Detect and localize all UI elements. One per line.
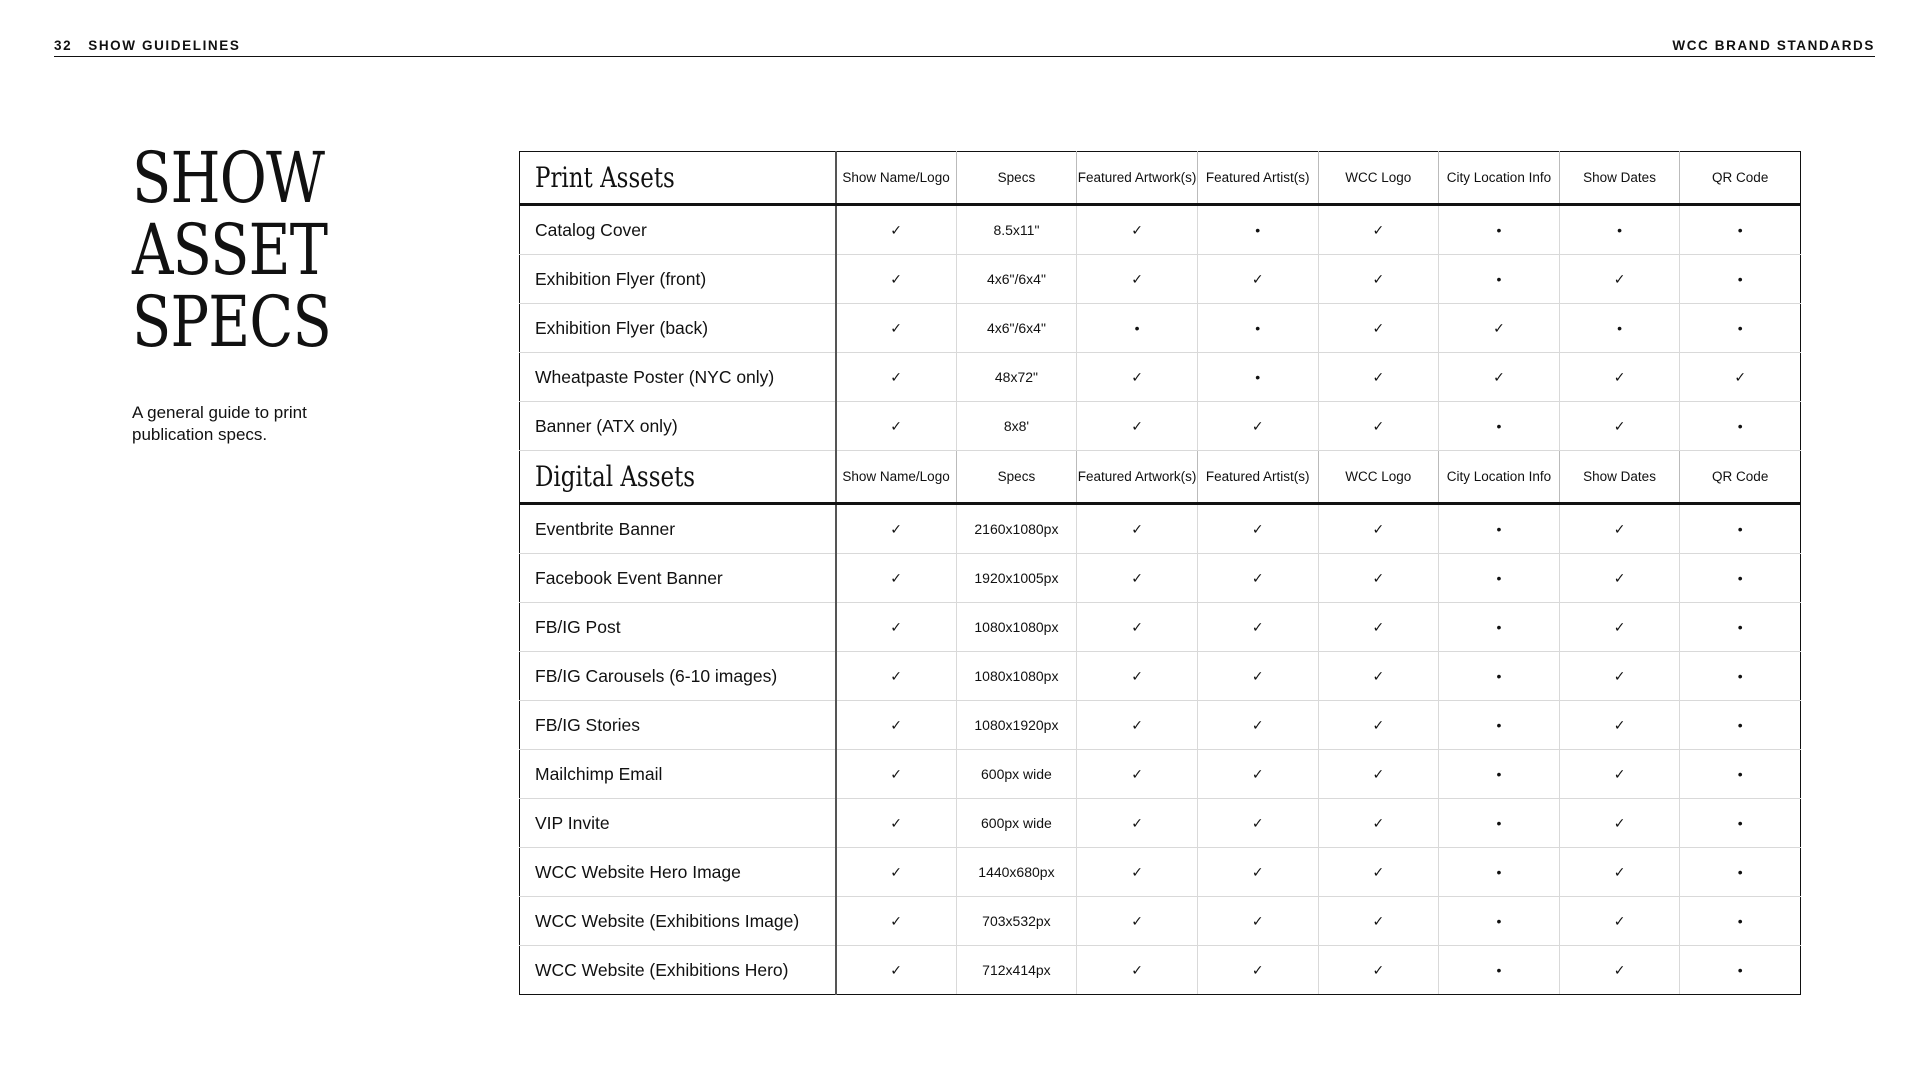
title-line: SHOW xyxy=(132,137,325,219)
spec-value: 1080x1920px xyxy=(956,701,1077,750)
check-mark: ✓ xyxy=(1077,946,1198,995)
check-mark: ✓ xyxy=(836,946,957,995)
check-mark: ✓ xyxy=(836,750,957,799)
check-mark: ✓ xyxy=(1197,554,1318,603)
bullet-mark: • xyxy=(1559,304,1680,353)
spec-value: 2160x1080px xyxy=(956,504,1077,554)
check-mark: ✓ xyxy=(1197,402,1318,451)
check-mark: ✓ xyxy=(1680,353,1801,402)
bullet-mark: • xyxy=(1197,353,1318,402)
check-mark: ✓ xyxy=(1077,353,1198,402)
check-mark: ✓ xyxy=(836,353,957,402)
section-title xyxy=(520,451,836,504)
bullet-mark: • xyxy=(1680,652,1801,701)
bullet-mark: • xyxy=(1439,799,1560,848)
check-mark: ✓ xyxy=(1318,603,1439,652)
bullet-mark: • xyxy=(1680,848,1801,897)
check-mark: ✓ xyxy=(1318,897,1439,946)
check-mark: ✓ xyxy=(1077,897,1198,946)
bullet-mark: • xyxy=(1439,554,1560,603)
check-mark: ✓ xyxy=(1077,603,1198,652)
check-mark: ✓ xyxy=(836,255,957,304)
bullet-mark: • xyxy=(1439,897,1560,946)
bullet-mark: • xyxy=(1077,304,1198,353)
table-row xyxy=(520,353,1801,402)
column-header-featured-artworks: Featured Artwork(s) xyxy=(1077,152,1198,205)
column-header-specs: Specs xyxy=(956,152,1077,205)
spec-value: 703x532px xyxy=(956,897,1077,946)
table-row xyxy=(520,848,1801,897)
check-mark: ✓ xyxy=(1197,848,1318,897)
spec-value: 1920x1005px xyxy=(956,554,1077,603)
header-left xyxy=(54,38,240,53)
check-mark: ✓ xyxy=(1439,304,1560,353)
column-header-wcc-logo: WCC Logo xyxy=(1318,152,1439,205)
check-mark: ✓ xyxy=(1318,652,1439,701)
bullet-mark: • xyxy=(1439,946,1560,995)
spec-value: 48x72" xyxy=(956,353,1077,402)
column-header-wcc-logo: WCC Logo xyxy=(1318,451,1439,504)
check-mark: ✓ xyxy=(1197,504,1318,554)
check-mark: ✓ xyxy=(1559,402,1680,451)
bullet-mark: • xyxy=(1680,402,1801,451)
check-mark: ✓ xyxy=(1197,603,1318,652)
column-header-city-location-info: City Location Info xyxy=(1439,451,1560,504)
check-mark: ✓ xyxy=(1197,652,1318,701)
check-mark: ✓ xyxy=(1559,353,1680,402)
bullet-mark: • xyxy=(1439,504,1560,554)
asset-name: Mailchimp Email xyxy=(520,750,836,799)
check-mark: ✓ xyxy=(1077,504,1198,554)
asset-name: Exhibition Flyer (back) xyxy=(520,304,836,353)
check-mark: ✓ xyxy=(1439,353,1560,402)
spec-value: 1080x1080px xyxy=(956,603,1077,652)
bullet-mark: • xyxy=(1439,701,1560,750)
column-header-qr-code: QR Code xyxy=(1680,451,1801,504)
bullet-mark: • xyxy=(1680,205,1801,255)
bullet-mark: • xyxy=(1439,750,1560,799)
check-mark: ✓ xyxy=(1559,701,1680,750)
bullet-mark: • xyxy=(1197,304,1318,353)
table-row xyxy=(520,255,1801,304)
check-mark: ✓ xyxy=(1318,848,1439,897)
bullet-mark: • xyxy=(1439,848,1560,897)
section-title-text: Digital Assets xyxy=(535,460,696,493)
asset-name: Banner (ATX only) xyxy=(520,402,836,451)
check-mark: ✓ xyxy=(1197,701,1318,750)
check-mark: ✓ xyxy=(1559,799,1680,848)
check-mark: ✓ xyxy=(1197,946,1318,995)
check-mark: ✓ xyxy=(836,304,957,353)
column-header-specs: Specs xyxy=(956,451,1077,504)
column-header-featured-artworks: Featured Artwork(s) xyxy=(1077,451,1198,504)
check-mark: ✓ xyxy=(1559,504,1680,554)
check-mark: ✓ xyxy=(1318,799,1439,848)
bullet-mark: • xyxy=(1439,603,1560,652)
check-mark: ✓ xyxy=(836,402,957,451)
bullet-mark: • xyxy=(1680,701,1801,750)
check-mark: ✓ xyxy=(1077,799,1198,848)
bullet-mark: • xyxy=(1197,205,1318,255)
asset-name: Eventbrite Banner xyxy=(520,504,836,554)
check-mark: ✓ xyxy=(1318,353,1439,402)
check-mark: ✓ xyxy=(1559,554,1680,603)
table-row xyxy=(520,603,1801,652)
asset-name: Catalog Cover xyxy=(520,205,836,255)
column-header-show-dates: Show Dates xyxy=(1559,152,1680,205)
check-mark: ✓ xyxy=(1318,402,1439,451)
column-header-show-name-logo: Show Name/Logo xyxy=(836,152,957,205)
table-row xyxy=(520,946,1801,995)
asset-name: WCC Website Hero Image xyxy=(520,848,836,897)
bullet-mark: • xyxy=(1680,504,1801,554)
check-mark: ✓ xyxy=(1077,205,1198,255)
bullet-mark: • xyxy=(1439,652,1560,701)
check-mark: ✓ xyxy=(1077,701,1198,750)
check-mark: ✓ xyxy=(1318,750,1439,799)
bullet-mark: • xyxy=(1680,750,1801,799)
bullet-mark: • xyxy=(1680,799,1801,848)
column-header-show-dates: Show Dates xyxy=(1559,451,1680,504)
check-mark: ✓ xyxy=(836,701,957,750)
spec-value: 600px wide xyxy=(956,799,1077,848)
check-mark: ✓ xyxy=(1318,255,1439,304)
asset-name: Facebook Event Banner xyxy=(520,554,836,603)
print-assets-header-row xyxy=(520,152,1801,205)
bullet-mark: • xyxy=(1680,304,1801,353)
table-row xyxy=(520,750,1801,799)
bullet-mark: • xyxy=(1680,603,1801,652)
check-mark: ✓ xyxy=(1559,652,1680,701)
check-mark: ✓ xyxy=(836,848,957,897)
check-mark: ✓ xyxy=(836,652,957,701)
table-row xyxy=(520,897,1801,946)
check-mark: ✓ xyxy=(836,504,957,554)
asset-specs-table xyxy=(519,151,1801,995)
bullet-mark: • xyxy=(1680,255,1801,304)
check-mark: ✓ xyxy=(1077,402,1198,451)
section-name: SHOW GUIDELINES xyxy=(88,38,241,53)
check-mark: ✓ xyxy=(1318,205,1439,255)
table-row xyxy=(520,799,1801,848)
check-mark: ✓ xyxy=(1559,848,1680,897)
bullet-mark: • xyxy=(1439,255,1560,304)
table-row xyxy=(520,652,1801,701)
spec-value: 600px wide xyxy=(956,750,1077,799)
spec-value: 1440x680px xyxy=(956,848,1077,897)
check-mark: ✓ xyxy=(836,799,957,848)
check-mark: ✓ xyxy=(1077,255,1198,304)
asset-name: WCC Website (Exhibitions Image) xyxy=(520,897,836,946)
check-mark: ✓ xyxy=(836,554,957,603)
page-header xyxy=(54,38,1875,57)
table-row xyxy=(520,205,1801,255)
check-mark: ✓ xyxy=(1318,304,1439,353)
check-mark: ✓ xyxy=(1077,652,1198,701)
check-mark: ✓ xyxy=(1197,897,1318,946)
asset-name: FB/IG Stories xyxy=(520,701,836,750)
asset-name: FB/IG Carousels (6-10 images) xyxy=(520,652,836,701)
table-row xyxy=(520,701,1801,750)
spec-value: 1080x1080px xyxy=(956,652,1077,701)
check-mark: ✓ xyxy=(1197,750,1318,799)
bullet-mark: • xyxy=(1439,402,1560,451)
spec-value: 8.5x11" xyxy=(956,205,1077,255)
page-subtitle: A general guide to print publication specs. xyxy=(132,403,307,444)
bullet-mark: • xyxy=(1680,946,1801,995)
check-mark: ✓ xyxy=(1559,750,1680,799)
bullet-mark: • xyxy=(1680,554,1801,603)
page-title xyxy=(132,137,331,363)
page-number: 32 xyxy=(54,38,73,53)
spec-value: 4x6"/6x4" xyxy=(956,255,1077,304)
check-mark: ✓ xyxy=(1077,750,1198,799)
check-mark: ✓ xyxy=(1559,897,1680,946)
title-line: SPECS xyxy=(132,281,331,363)
check-mark: ✓ xyxy=(1318,554,1439,603)
table-row xyxy=(520,554,1801,603)
spec-value: 4x6"/6x4" xyxy=(956,304,1077,353)
check-mark: ✓ xyxy=(1559,255,1680,304)
table-row xyxy=(520,304,1801,353)
section-title xyxy=(520,152,836,205)
check-mark: ✓ xyxy=(1559,603,1680,652)
section-title-text: Print Assets xyxy=(535,161,675,194)
check-mark: ✓ xyxy=(1077,848,1198,897)
asset-name: VIP Invite xyxy=(520,799,836,848)
check-mark: ✓ xyxy=(1318,504,1439,554)
check-mark: ✓ xyxy=(836,205,957,255)
bullet-mark: • xyxy=(1439,205,1560,255)
check-mark: ✓ xyxy=(1197,255,1318,304)
column-header-featured-artists: Featured Artist(s) xyxy=(1197,152,1318,205)
check-mark: ✓ xyxy=(836,603,957,652)
check-mark: ✓ xyxy=(1318,946,1439,995)
column-header-show-name-logo: Show Name/Logo xyxy=(836,451,957,504)
column-header-featured-artists: Featured Artist(s) xyxy=(1197,451,1318,504)
bullet-mark: • xyxy=(1559,205,1680,255)
check-mark: ✓ xyxy=(1318,701,1439,750)
title-line: ASSET xyxy=(132,209,328,291)
digital-assets-header-row xyxy=(520,451,1801,504)
check-mark: ✓ xyxy=(1077,554,1198,603)
spec-value: 8x8' xyxy=(956,402,1077,451)
document-title: WCC BRAND STANDARDS xyxy=(1672,38,1875,53)
table-row xyxy=(520,402,1801,451)
spec-value: 712x414px xyxy=(956,946,1077,995)
asset-name: FB/IG Post xyxy=(520,603,836,652)
check-mark: ✓ xyxy=(1197,799,1318,848)
column-header-city-location-info: City Location Info xyxy=(1439,152,1560,205)
asset-name: Exhibition Flyer (front) xyxy=(520,255,836,304)
check-mark: ✓ xyxy=(836,897,957,946)
bullet-mark: • xyxy=(1680,897,1801,946)
asset-name: Wheatpaste Poster (NYC only) xyxy=(520,353,836,402)
column-header-qr-code: QR Code xyxy=(1680,152,1801,205)
table-row xyxy=(520,504,1801,554)
asset-name: WCC Website (Exhibitions Hero) xyxy=(520,946,836,995)
check-mark: ✓ xyxy=(1559,946,1680,995)
